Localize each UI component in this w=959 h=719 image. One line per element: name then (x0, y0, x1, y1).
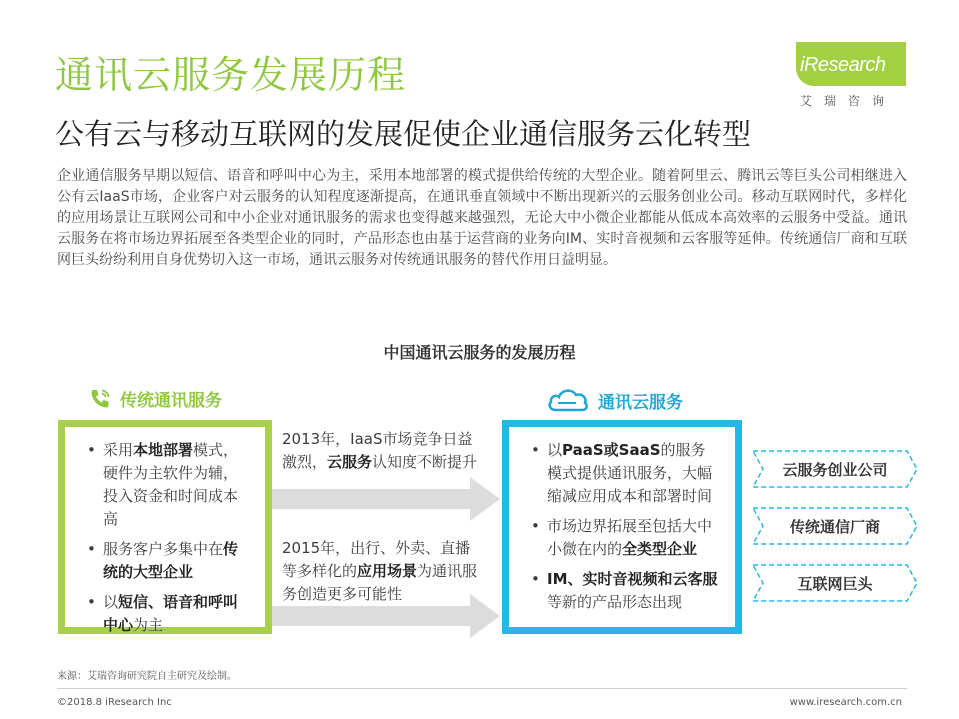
list-item: • 服务客户多集中在传统的大型企业 (83, 538, 249, 584)
footer-divider (57, 688, 907, 689)
traditional-heading (88, 386, 222, 411)
tag-internet-giants: 互联网巨头 (752, 564, 918, 602)
intro-paragraph: 企业通信服务早期以短信、语音和呼叫中心为主，采用本地部署的模式提供给传统的大型企业。随着阿里云、腾讯云等巨头公司相继进入公有云IaaS市场，企业客户对云服务的认知程度逐渐提高，在通讯垂直领域中不断出现新兴的云服务创业公司。移动互联网时代，多样化的应用场景让互联网公司和中小企业对通讯服务的需求也变得越来越强烈，无论大中小微企业都能从低成本高效率的云服务中受益。通讯云服务在将市场边界拓展至各类型企业的同时，产品形态也由基于运营商的业务向IM、实时音视频和云客服等延伸。传统通信厂商和互联网巨头纷纷利用自身优势切入这一市场，通讯云服务对传统通讯服务的替代作用日益明显。 (57, 168, 907, 268)
website-url: www.iresearch.com.cn (789, 697, 902, 708)
traditional-service-box (58, 420, 272, 634)
copyright: ©2018.8 iResearch Inc (57, 697, 172, 708)
source-note: 来源：艾瑞咨询研究院自主研究及绘制。 (57, 671, 237, 682)
list-item: • IM、实时音视频和云客服等新的产品形态出现 (527, 568, 719, 614)
list-item: • 市场边界拓展至包括大中小微在内的全类型企业 (527, 515, 719, 561)
cloud-heading (546, 386, 683, 414)
list-item: • 采用本地部署模式，硬件为主软件为辅，投入资金和时间成本高 (83, 439, 249, 531)
phone-icon (88, 387, 112, 411)
cloud-service-box (502, 420, 742, 634)
list-item: • 以PaaS或SaaS的服务模式提供通讯服务，大幅缩减应用成本和部署时间 (527, 439, 719, 508)
logo-text: iResearch (800, 54, 886, 76)
list-item: • 以短信、语音和呼叫中心为主 (83, 591, 249, 637)
diagram-title: 中国通讯云服务的发展历程 (383, 343, 576, 362)
tag-traditional-vendors: 传统通信厂商 (752, 507, 918, 545)
arrow-2015-text: 2015年，出行、外卖、直播等多样化的应用场景为通讯服务创造更多可能性 (282, 539, 478, 603)
arrow-2013 (272, 477, 502, 521)
traditional-heading-label: 传统通讯服务 (120, 391, 222, 411)
cloud-heading-label: 通讯云服务 (598, 392, 683, 413)
page-title: 通讯云服务发展历程 (55, 53, 407, 97)
logo-cn-text: 艾瑞咨询 (800, 94, 897, 108)
arrow-2013-text: 2013年，IaaS市场竞争日益激烈，云服务认知度不断提升 (282, 430, 478, 471)
cloud-icon (546, 386, 590, 414)
page-subtitle: 公有云与移动互联网的发展促使企业通信服务云化转型 (55, 117, 752, 151)
iresearch-logo (790, 42, 908, 112)
tag-cloud-startups: 云服务创业公司 (752, 450, 918, 488)
